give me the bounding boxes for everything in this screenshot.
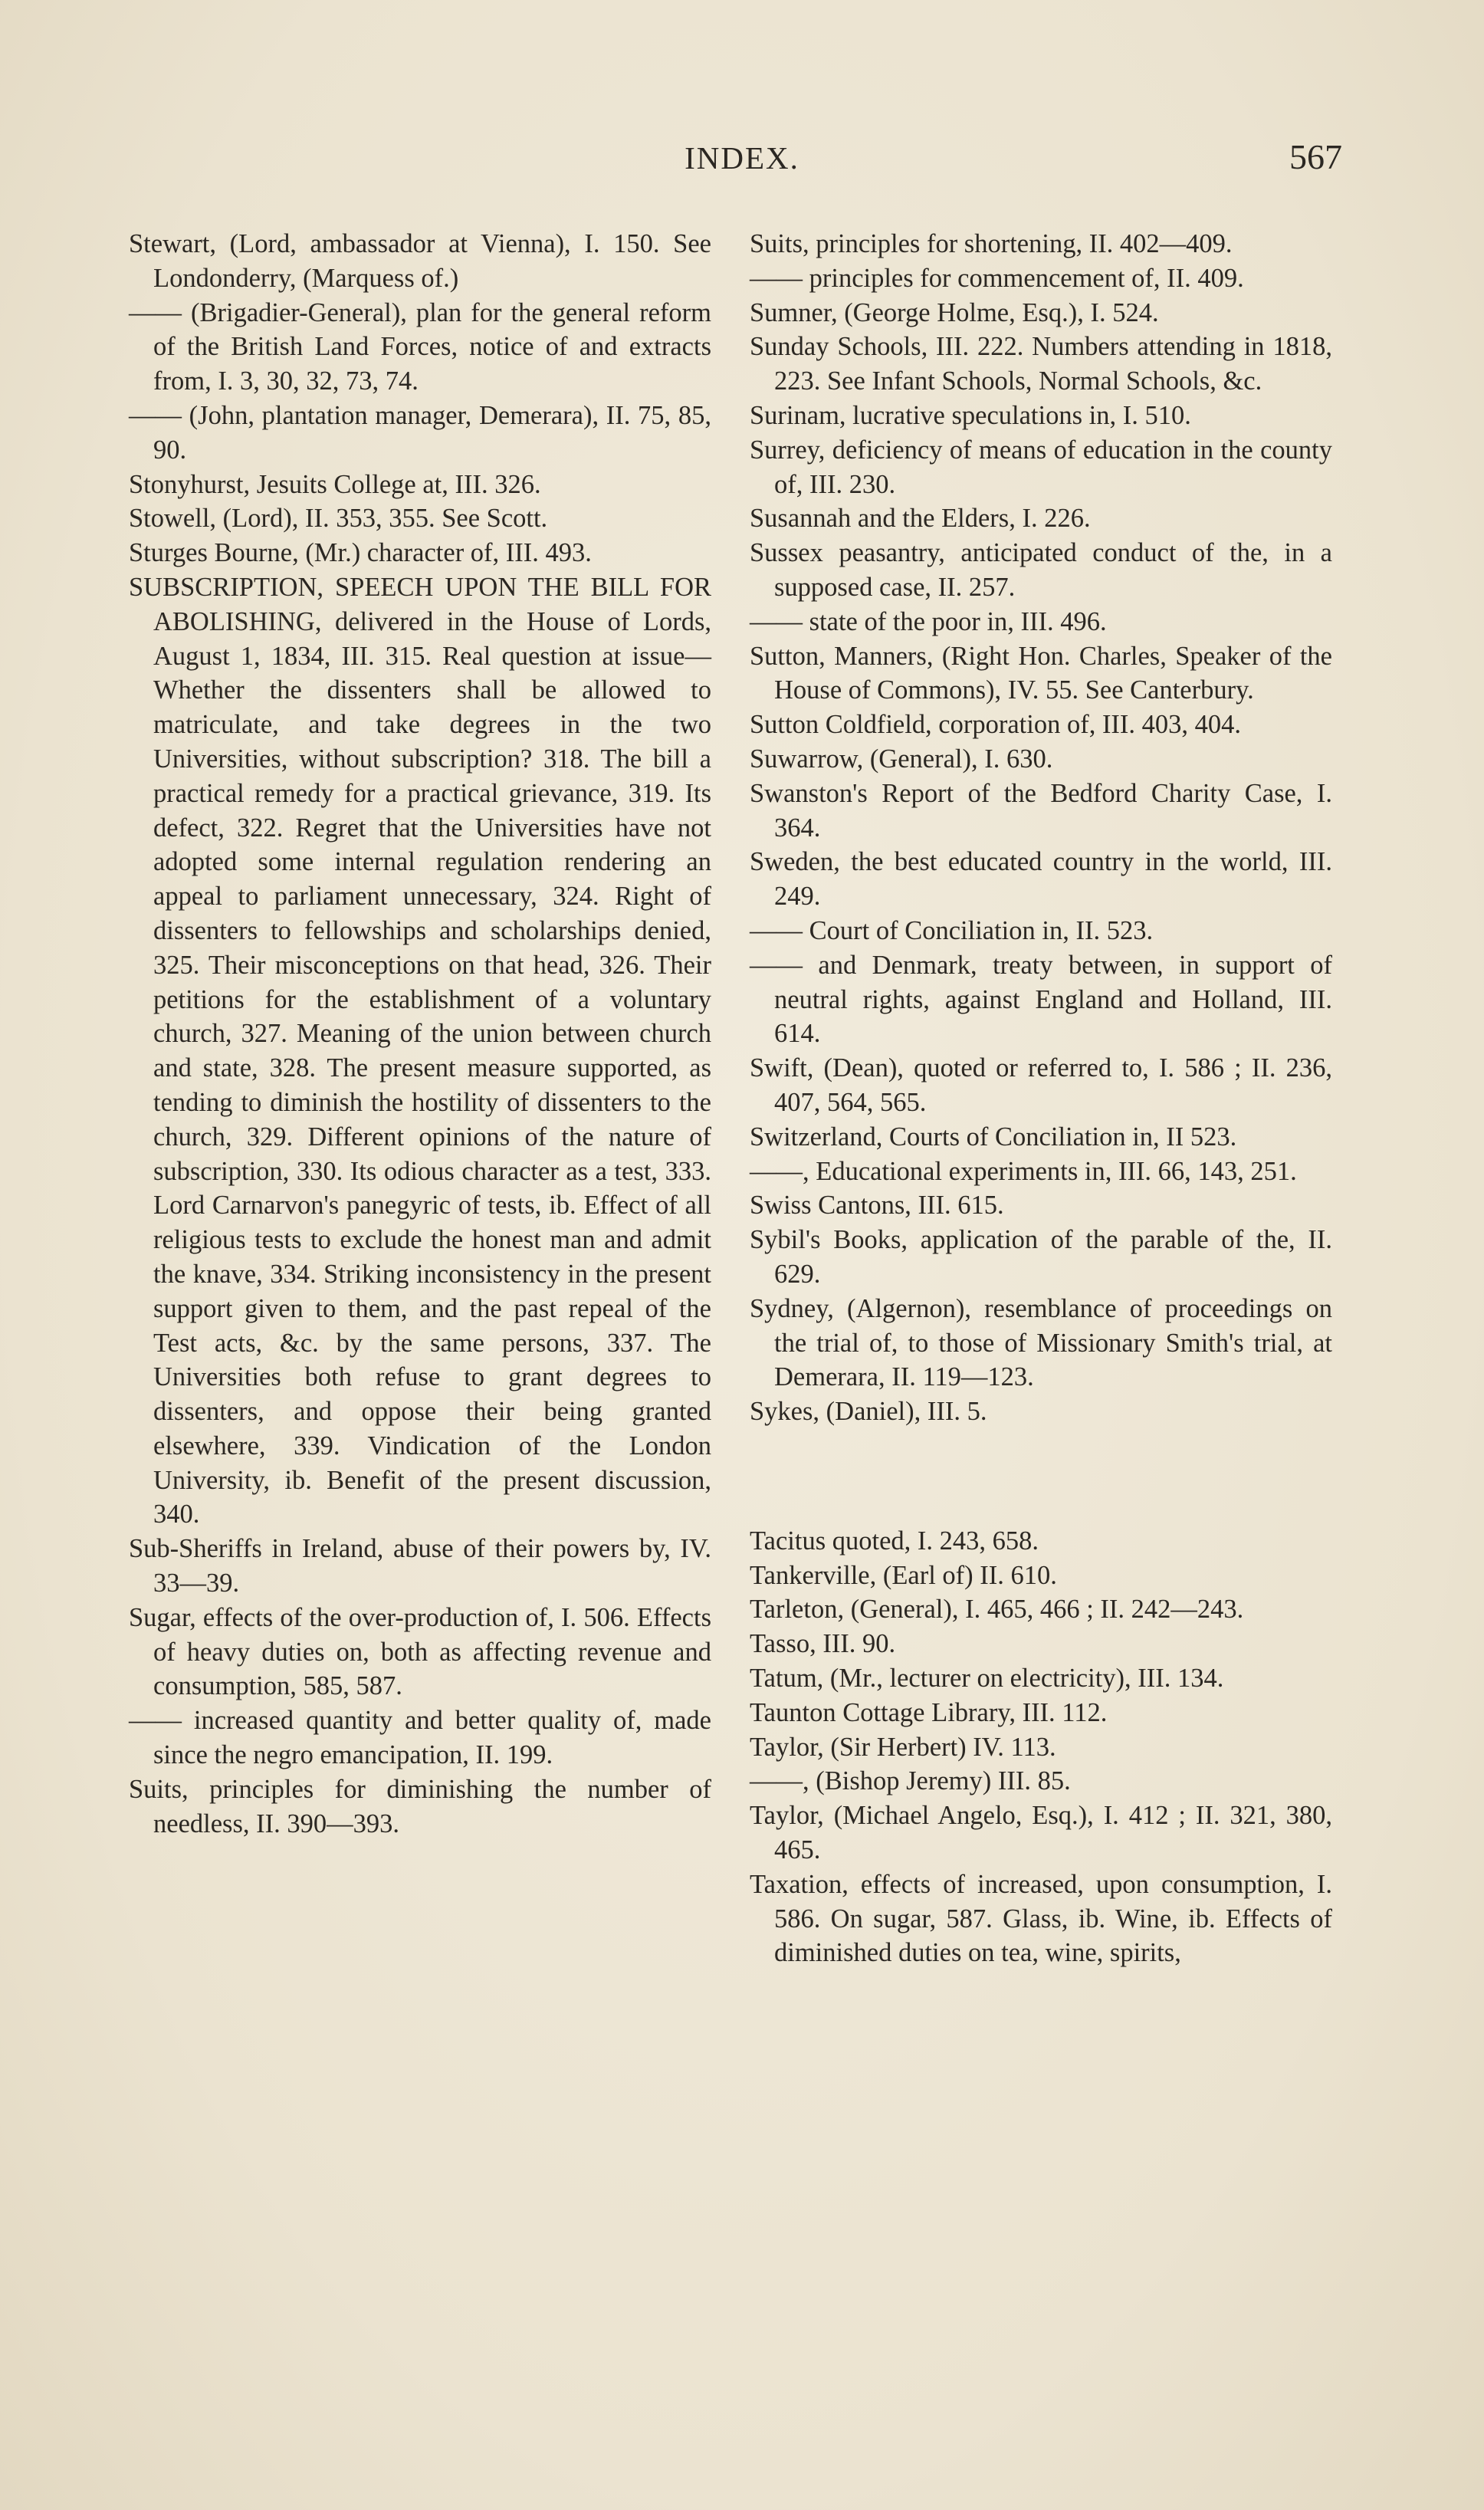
index-entry: ——, (Bishop Jeremy) III. 85. <box>750 1766 1071 1796</box>
index-entry: Sykes, (Daniel), III. 5. <box>750 1397 987 1427</box>
index-entry: Sweden, the best educated country in the world, III. 249. <box>750 847 1332 912</box>
index-entry: Sydney, (Algernon), resemblance of proceedings on the trial of, to those of Missionary Smith's trial, at Demerara, II. 119—123. <box>750 1293 1332 1392</box>
index-entry: SUBSCRIPTION, SPEECH UPON THE BILL FOR ABOLISHING, delivered in the House of Lords, August 1, 1834, III. 315. Real question at issue—Whether the dissenters shall be allowed to matriculate, and take degrees in the two Universities, without subscription? 318. The bill a practical remedy for a practical grievance, 319. Its defect, 322. Regret that the Universities have not adopted some internal regulation rendering an appeal to parliament unnecessary, 324. Right of dissenters to fellowships and scholarships denied, 325. Their misconceptions on that head, 326. Their petitions for the establishment of a voluntary church, 327. Meaning of the union between church and state, 328. The present measure supported, as tending to diminish the hostility of dissenters to the church, 329. Different opinions of the nature of subscription, 330. Its odious character as a test, 333. Lord Carnarvon's panegyric of tests, ib. Effect of all religious tests to exclude the honest man and admit the knave, 334. Striking inconsistency in the present support given to them, and the past repeal of the Test acts, &c. by the same persons, 337. The Universities both refuse to grant degrees to dissenters, and oppose their being granted elsewhere, 339. Vindication of the London University, ib. Benefit of the present discussion, 340. <box>129 572 711 1529</box>
index-entry: Stewart, (Lord, ambassador at Vienna), I. 150. See Londonderry, (Marquess of.) <box>129 229 711 293</box>
index-entry: Swift, (Dean), quoted or referred to, I. 586 ; II. 236, 407, 564, 565. <box>750 1053 1332 1117</box>
index-entry: —— and Denmark, treaty between, in support of neutral rights, against England and Holland, III. 614. <box>750 950 1332 1049</box>
index-entry: Suits, principles for diminishing the number of needless, II. 390—393. <box>129 1774 711 1838</box>
page-header <box>129 137 1355 193</box>
index-entry: Suwarrow, (General), I. 630. <box>750 744 1053 774</box>
index-entry: Stonyhurst, Jesuits College at, III. 326. <box>129 469 541 499</box>
index-entry: Suits, principles for shortening, II. 402—409. <box>750 229 1233 258</box>
index-entry: Tasso, III. 90. <box>750 1629 896 1659</box>
index-entry: Sutton, Manners, (Right Hon. Charles, Speaker of the House of Commons), IV. 55. See Canterbury. <box>750 641 1332 705</box>
index-entry: —— increased quantity and better quality of, made since the negro emancipation, II. 199. <box>129 1706 711 1770</box>
index-entry: Sugar, effects of the over-production of, I. 506. Effects of heavy duties on, both as affecting revenue and consumption, 585, 587. <box>129 1602 711 1701</box>
index-entry: Sturges Bourne, (Mr.) character of, III. 493. <box>129 538 592 568</box>
index-entry: —— principles for commencement of, II. 409. <box>750 263 1244 293</box>
index-entry: Taylor, (Sir Herbert) IV. 113. <box>750 1732 1056 1762</box>
index-section-gap <box>750 1455 1332 1497</box>
index-entry: —— (Brigadier-General), plan for the general reform of the British Land Forces, notice of and extracts from, I. 3, 30, 32, 73, 74. <box>129 297 711 396</box>
index-entry: Taxation, effects of increased, upon consumption, I. 586. On sugar, 587. Glass, ib. Wine, ib. Effects of diminished duties on tea, wine, spirits, <box>750 1869 1332 1968</box>
index-entry: Surinam, lucrative speculations in, I. 510. <box>750 400 1191 430</box>
index-entry: Swanston's Report of the Bedford Charity Case, I. 364. <box>750 778 1332 843</box>
index-entry: Tarleton, (General), I. 465, 466 ; II. 242—243. <box>750 1595 1244 1625</box>
index-entry: Tacitus quoted, I. 243, 658. <box>750 1526 1039 1556</box>
index-entry: Surrey, deficiency of means of education in the county of, III. 230. <box>750 435 1332 499</box>
index-entry: Taylor, (Michael Angelo, Esq.), I. 412 ; II. 321, 380, 465. <box>750 1801 1332 1865</box>
index-entry: Switzerland, Courts of Conciliation in, II 523. <box>750 1122 1237 1152</box>
index-entry: Swiss Cantons, III. 615. <box>750 1191 1004 1221</box>
index-entry: Taunton Cottage Library, III. 112. <box>750 1697 1108 1727</box>
index-entry: Stowell, (Lord), II. 353, 355. See Scott. <box>129 504 548 534</box>
index-entry: Tankerville, (Earl of) II. 610. <box>750 1560 1057 1590</box>
index-entry: Sybil's Books, application of the parable of the, II. 629. <box>750 1225 1332 1289</box>
index-entry: Sussex peasantry, anticipated conduct of the, in a supposed case, II. 257. <box>750 538 1332 602</box>
index-column-right <box>750 227 1332 1970</box>
index-entry: Sutton Coldfield, corporation of, III. 403, 404. <box>750 710 1242 740</box>
index-entry: —— state of the poor in, III. 496. <box>750 606 1107 636</box>
index-entry: Sumner, (George Holme, Esq.), I. 524. <box>750 297 1159 327</box>
page-number: 567 <box>1289 137 1342 176</box>
index-entry: Sub-Sheriffs in Ireland, abuse of their powers by, IV. 33—39. <box>129 1534 711 1598</box>
index-entry: Susannah and the Elders, I. 226. <box>750 504 1091 534</box>
index-entry: ——, Educational experiments in, III. 66, 143, 251. <box>750 1156 1297 1186</box>
index-entry: —— (John, plantation manager, Demerara), II. 75, 85, 90. <box>129 400 711 465</box>
index-entry: Sunday Schools, III. 222. Numbers attending in 1818, 223. See Infant Schools, Normal Schools, &c. <box>750 332 1332 396</box>
index-column-left <box>129 227 711 1841</box>
index-entry: Tatum, (Mr., lecturer on electricity), III. 134. <box>750 1664 1224 1694</box>
running-head: INDEX. <box>685 140 799 176</box>
index-entry: —— Court of Conciliation in, II. 523. <box>750 915 1154 945</box>
